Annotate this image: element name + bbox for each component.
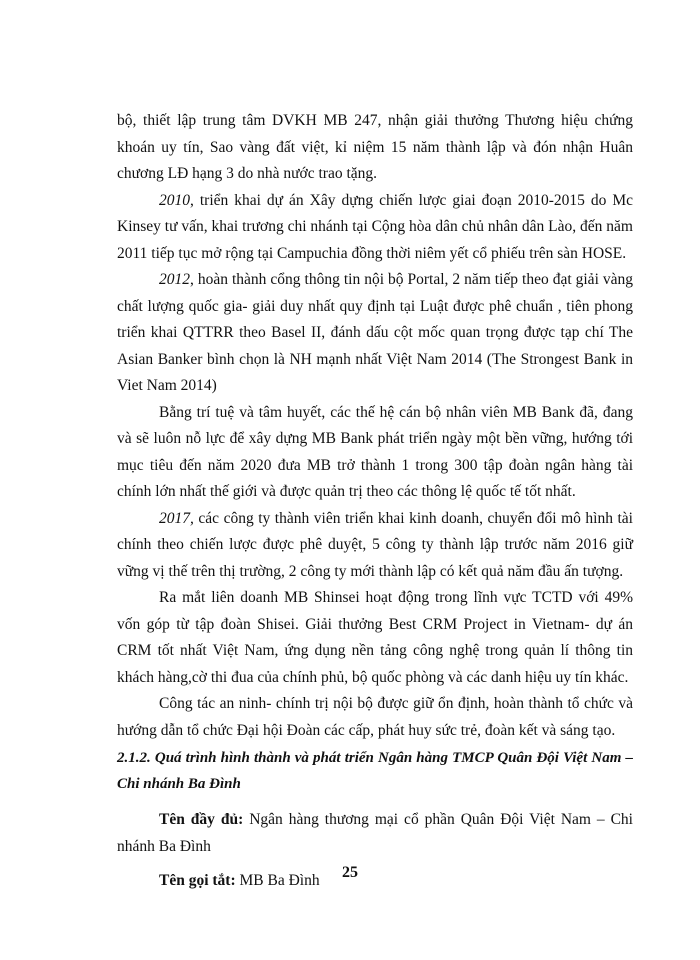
full-name-value: Ngân hàng thương mại cổ phần Quân Đội Việt Nam – Chi nhánh Ba Đình xyxy=(117,811,633,855)
document-page xyxy=(117,108,633,895)
paragraph-2010 xyxy=(117,188,633,268)
paragraph-text: , hoàn thành cổng thông tin nội bộ Portal, 2 năm tiếp theo đạt giải vàng chất lượng quốc gia- giải duy nhất quy định tại Luật được phê chuẩn , tiên phong triển khai QTTRR theo Basel II, đánh dấu cột mốc quan trọng được tạp chí The Asian Banker bình chọn là NH mạnh nhất Việt Nam 2014 (The Strongest Bank in Viet Nam 2014) xyxy=(117,271,633,394)
year-label: 2012 xyxy=(159,271,190,288)
paragraph-2012 xyxy=(117,267,633,400)
short-name-value: MB Ba Đình xyxy=(235,872,320,889)
paragraph-shinsei: Ra mắt liên doanh MB Shinsei hoạt động trong lĩnh vực TCTD với 49% vốn góp từ tập đoàn Shisei. Giải thưởng Best CRM Project in Vietnam- dự án CRM tốt nhất Việt Nam, ứng dụng nền tảng công nghệ trong quản lí thông tin khách hàng,cờ thi đua của chính phủ, bộ quốc phòng và các danh hiệu uy tín khác. xyxy=(117,589,633,686)
section-heading: 2.1.2. Quá trình hình thành và phát triển Ngân hàng TMCP Quân Đội Việt Nam – Chi nhánh Ba Đình xyxy=(117,750,633,792)
short-name-label: Tên gọi tắt: xyxy=(159,872,236,889)
paragraph-vision: Bằng trí tuệ và tâm huyết, các thế hệ cán bộ nhân viên MB Bank đã, đang và sẽ luôn nỗ lực để xây dựng MB Bank phát triển ngày một bền vững, hướng tới mục tiêu đến năm 2020 đưa MB trở thành 1 trong 300 tập đoàn ngân hàng tài chính lớn nhất thế giới và được quản trị theo các thông lệ quốc tế tốt nhất. xyxy=(117,403,633,500)
full-name-field xyxy=(117,807,633,860)
paragraph-text: , triển khai dự án Xây dựng chiến lược giai đoạn 2010-2015 do Mc Kinsey tư vấn, khai trương chi nhánh tại Cộng hòa dân chủ nhân dân Lào, đến năm 2011 tiếp tục mở rộng tại Campuchia đồng thời niêm yết cổ phiếu trên sàn HOSE. xyxy=(117,191,633,262)
page-number: 25 xyxy=(342,864,358,881)
paragraph-2017 xyxy=(117,506,633,586)
year-label: 2010 xyxy=(159,191,190,209)
full-name-label: Tên đầy đủ: xyxy=(159,811,244,828)
paragraph-security: Công tác an ninh- chính trị nội bộ được giữ ổn định, hoàn thành tổ chức và hướng dẫn tổ chức Đại hội Đoàn các cấp, phát huy sức trẻ, đoàn kết và sáng tạo. xyxy=(117,695,633,739)
year-label: 2017, xyxy=(159,509,194,527)
paragraph-continuation: bộ, thiết lập trung tâm DVKH MB 247, nhận giải thưởng Thương hiệu chứng khoán uy tín, Sao vàng đất việt, kỉ niệm 15 năm thành lập và đón nhận Huân chương LĐ hạng 3 do nhà nước trao tặng. xyxy=(117,112,633,182)
paragraph-text: các công ty thành viên triển khai kinh doanh, chuyển đổi mô hình tài chính theo chiến lược được phê duyệt, 5 công ty thành lập trước năm 2016 giữ vững vị thế trên thị trường, 2 công ty mới thành lập có kết quả năm đầu ấn tượng. xyxy=(117,509,633,580)
